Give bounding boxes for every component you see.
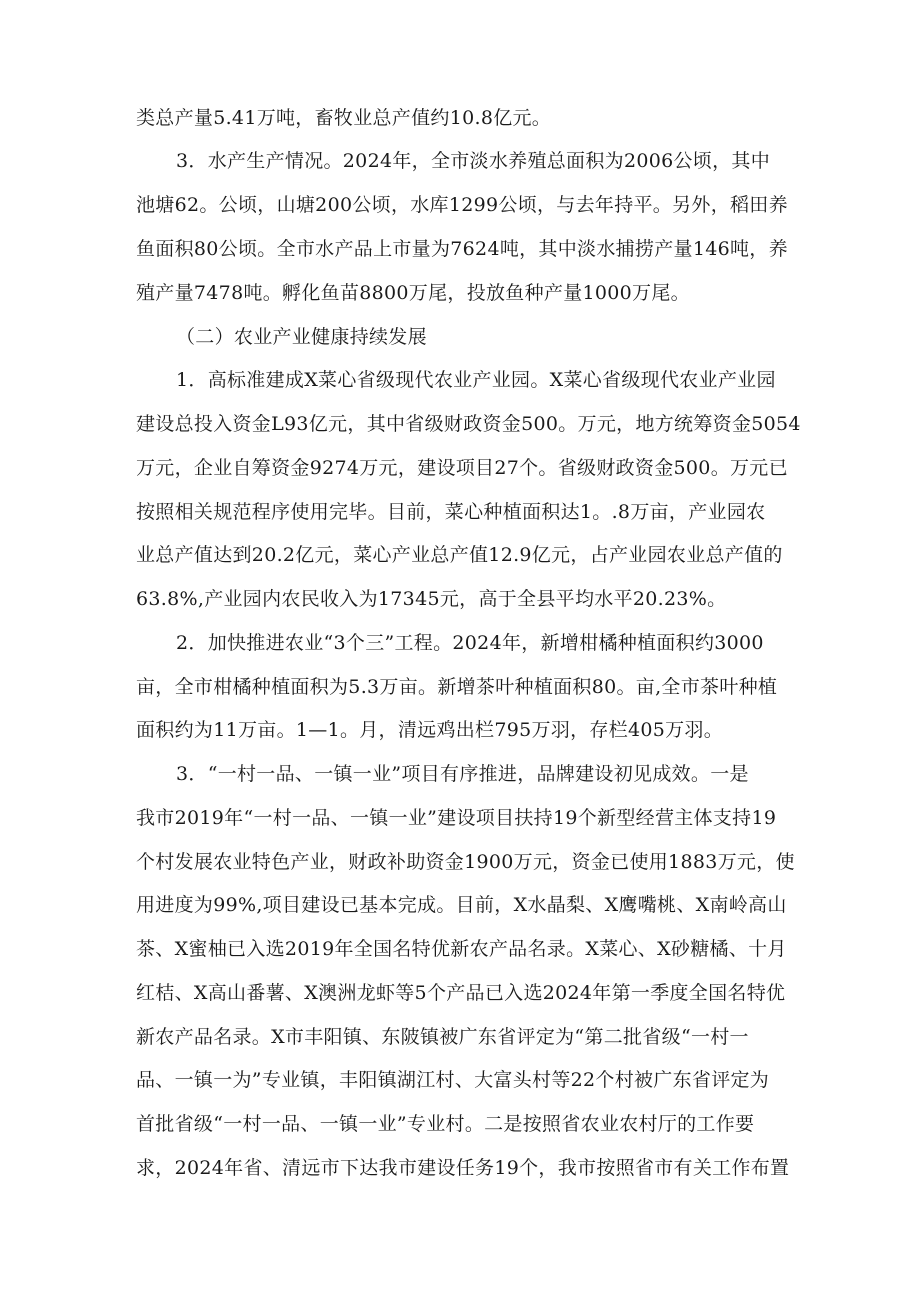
paragraph-start-line: 3．“一村一品、一镇一业”项目有序推进，品牌建设初见成效。一是 [176, 763, 749, 785]
text-line: 品、一镇一为”专业镇，丰阳镇湖江村、大富头村等22个村被广东省评定为 [136, 1069, 770, 1091]
text-line: 用进度为99%,项目建设已基本完成。目前，X水晶梨、X鹰嘴桃、X南岭高山 [136, 894, 787, 916]
text-line: 亩，全市柑橘种植面积为5.3万亩。新增茶叶种植面积80。亩,全市茶叶种植 [136, 676, 778, 698]
text-line: 按照相关规范程序使用完毕。目前，菜心种植面积达1。.8万亩，产业园农 [136, 501, 766, 523]
text-line: 红桔、X高山番薯、X澳洲龙虾等5个产品已入选2024年第一季度全国名特优 [136, 982, 786, 1004]
text-line: 建设总投入资金L93亿元，其中省级财政资金500。万元，地方统筹资金5054 [136, 413, 801, 435]
paragraph-start-line: 3．水产生产情况。2024年，全市淡水养殖总面积为2006公顷，其中 [176, 150, 770, 172]
text-line: 首批省级“一村一品、一镇一业”专业村。二是按照省农业农村厅的工作要 [136, 1113, 755, 1135]
text-line: 业总产值达到20.2亿元，菜心产业总产值12.9亿元，占产业园农业总产值的 [136, 544, 783, 566]
text-line: 我市2019年“一村一品、一镇一业”建设项目扶持19个新型经营主体支持19 [136, 807, 777, 829]
paragraph-start-line: 2．加快推进农业“3个三”工程。2024年，新增柑橘种植面积约3000 [176, 632, 764, 654]
text-line: 万元，企业自筹资金9274万元，建设项目27个。省级财政资金500。万元已 [136, 457, 788, 479]
text-line: 殖产量7478吨。孵化鱼苗8800万尾，投放鱼种产量1000万尾。 [136, 282, 690, 304]
text-line: 求，2024年省、清远市下达我市建设任务19个，我市按照省市有关工作布置 [136, 1157, 790, 1179]
text-line: 面积约为11万亩。1—1。月，清远鸡出栏795万羽，存栏405万羽。 [136, 719, 724, 741]
text-line: 新农产品名录。X市丰阳镇、东陂镇被广东省评定为“第二批省级“一村一 [136, 1026, 749, 1048]
text-line: 茶、X蜜柚已入选2019年全国名特优新农产品名录。X菜心、X砂糖橘、十月 [136, 938, 787, 960]
text-line: 鱼面积80公顷。全市水产品上市量为7624吨，其中淡水捕捞产量146吨，养 [136, 238, 788, 260]
text-line: 类总产量5.41万吨，畜牧业总产值约10.8亿元。 [136, 107, 552, 129]
text-line: 池塘62。公顷，山塘200公顷，水库1299公顷，与去年持平。另外，稻田养 [136, 194, 788, 216]
paragraph-start-line: 1．高标准建成X菜心省级现代农业产业园。X菜心省级现代农业产业园 [176, 369, 776, 391]
text-line: 63.8%,产业园内农民收入为17345元，高于全县平均水平20.23%。 [136, 588, 727, 610]
section-heading: （二）农业产业健康持续发展 [176, 326, 427, 348]
text-line: 个村发展农业特色产业，财政补助资金1900万元，资金已使用1883万元，使 [136, 851, 795, 873]
